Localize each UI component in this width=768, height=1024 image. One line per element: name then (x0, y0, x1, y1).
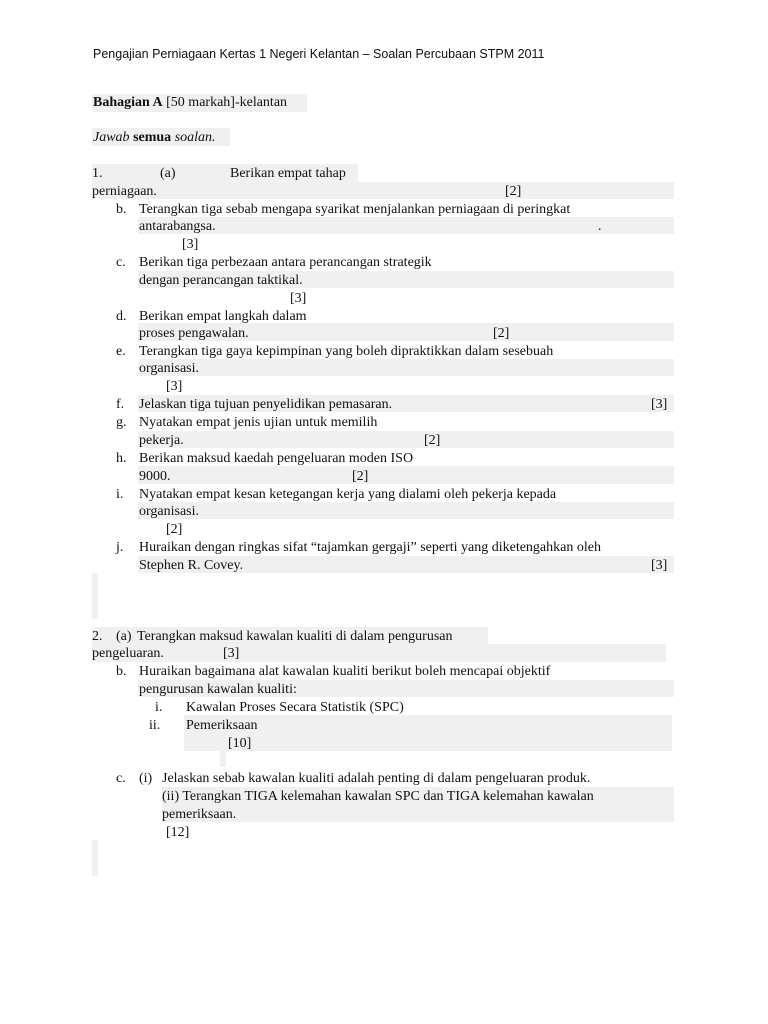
instruction-post: soalan. (174, 130, 216, 145)
q1j-label: j. (116, 540, 124, 555)
q2b-label: b. (116, 664, 127, 679)
q1e-label: e. (116, 344, 126, 359)
q1j-marks: [3] (651, 558, 668, 573)
q1a-text-cont: perniagaan. (92, 184, 157, 199)
field-shading (220, 751, 226, 767)
q1f-marks: [3] (651, 397, 668, 412)
q2c-i-label: (i) (139, 771, 153, 786)
field-shading (138, 359, 674, 376)
field-shading (138, 466, 674, 484)
q1a-text: Berikan empat tahap (230, 166, 346, 181)
q2b-item-text: Kawalan Proses Secara Statistik (SPC) (186, 700, 404, 715)
q2a-text-cont: pengeluaran. (92, 646, 164, 661)
q2-number: 2. (92, 629, 103, 644)
q1j-text-cont: Stephen R. Covey. (139, 558, 244, 573)
q1c-text: Berikan tiga perbezaan antara perancangan strategik (139, 255, 432, 270)
field-shading (92, 644, 666, 662)
q2b-item-text: Pemeriksaan (186, 718, 258, 733)
section-marks: [50 markah]-kelantan (166, 95, 288, 110)
page-header: Pengajian Perniagaan Kertas 1 Negeri Kelantan – Soalan Percubaan STPM 2011 (93, 47, 545, 61)
q1b-label: b. (116, 202, 127, 217)
q2c-ii-text: (ii) Terangkan TIGA kelemahan kawalan SPC dan TIGA kelemahan kawalan (162, 789, 594, 804)
q2a-text: Terangkan maksud kawalan kualiti di dalam pengurusan (137, 629, 453, 644)
q1d-text-cont: proses pengawalan. (139, 326, 249, 341)
field-shading (92, 573, 98, 619)
q2b-marks: [10] (228, 736, 252, 751)
field-shading (162, 804, 674, 822)
q1a-label: (a) (160, 166, 176, 181)
q1i-text: Nyatakan empat kesan ketegangan kerja yang dialami oleh pekerja kepada (139, 487, 557, 502)
q1j-text: Huraikan dengan ringkas sifat “tajamkan gergaji” seperti yang diketengahkan oleh (139, 540, 601, 555)
section-title (93, 94, 287, 111)
q2c-label: c. (116, 771, 126, 786)
q1d-marks: [2] (493, 326, 510, 341)
q2b-text-cont: pengurusan kawalan kualiti: (139, 682, 297, 697)
q1d-label: d. (116, 309, 127, 324)
q2b-item-num: ii. (149, 718, 161, 733)
q1e-text-cont: organisasi. (139, 361, 200, 376)
q2a-label: (a) (116, 629, 132, 644)
instruction (93, 129, 216, 146)
q1e-text: Terangkan tiga gaya kepimpinan yang boleh dipraktikkan dalam sesebuah (139, 344, 554, 359)
q1b-dot: . (598, 219, 602, 234)
q1h-label: h. (116, 451, 127, 466)
section-title-label: Bahagian A (93, 95, 163, 110)
q1c-text-cont: dengan perancangan taktikal. (139, 273, 303, 288)
q1e-marks: [3] (166, 379, 183, 394)
q1i-label: i. (116, 487, 124, 502)
q1b-marks: [3] (182, 237, 199, 252)
q1a-marks: [2] (505, 184, 522, 199)
q1f-label: f. (116, 397, 125, 412)
q1i-marks: [2] (166, 522, 183, 537)
q1-number: 1. (92, 166, 103, 181)
q2b-item-num: i. (155, 700, 163, 715)
instruction-bold: semua (133, 130, 172, 145)
instruction-pre: Jawab (93, 130, 130, 145)
q2c-marks: [12] (166, 825, 190, 840)
q1h-text: Berikan maksud kaedah pengeluaran moden ISO (139, 451, 414, 466)
q1h-text-cont: 9000. (139, 469, 171, 484)
q2c-i-text: Jelaskan sebab kawalan kualiti adalah penting di dalam pengeluaran produk. (162, 771, 591, 786)
q2b-text: Huraikan bagaimana alat kawalan kualiti berikut boleh mencapai objektif (139, 664, 551, 679)
q1d-text: Berikan empat langkah dalam (139, 309, 307, 324)
q2c-ii-text-cont: pemeriksaan. (162, 807, 237, 822)
q1g-marks: [2] (424, 433, 441, 448)
q1b-text: Terangkan tiga sebab mengapa syarikat menjalankan perniagaan di peringkat (139, 202, 571, 217)
q1c-label: c. (116, 255, 126, 270)
field-shading (138, 502, 674, 519)
field-shading (92, 182, 674, 199)
q1i-text-cont: organisasi. (139, 504, 200, 519)
field-shading (138, 431, 674, 448)
field-shading (92, 840, 98, 876)
q1b-text-cont: antarabangsa. (139, 219, 216, 234)
q1g-label: g. (116, 415, 127, 430)
field-shading (138, 217, 674, 234)
q2a-marks: [3] (223, 646, 240, 661)
q1f-text: Jelaskan tiga tujuan penyelidikan pemasaran. (139, 397, 393, 412)
q1c-marks: [3] (290, 291, 307, 306)
q1g-text: Nyatakan empat jenis ujian untuk memilih (139, 415, 378, 430)
q1g-text-cont: pekerja. (139, 433, 184, 448)
q1h-marks: [2] (352, 469, 369, 484)
